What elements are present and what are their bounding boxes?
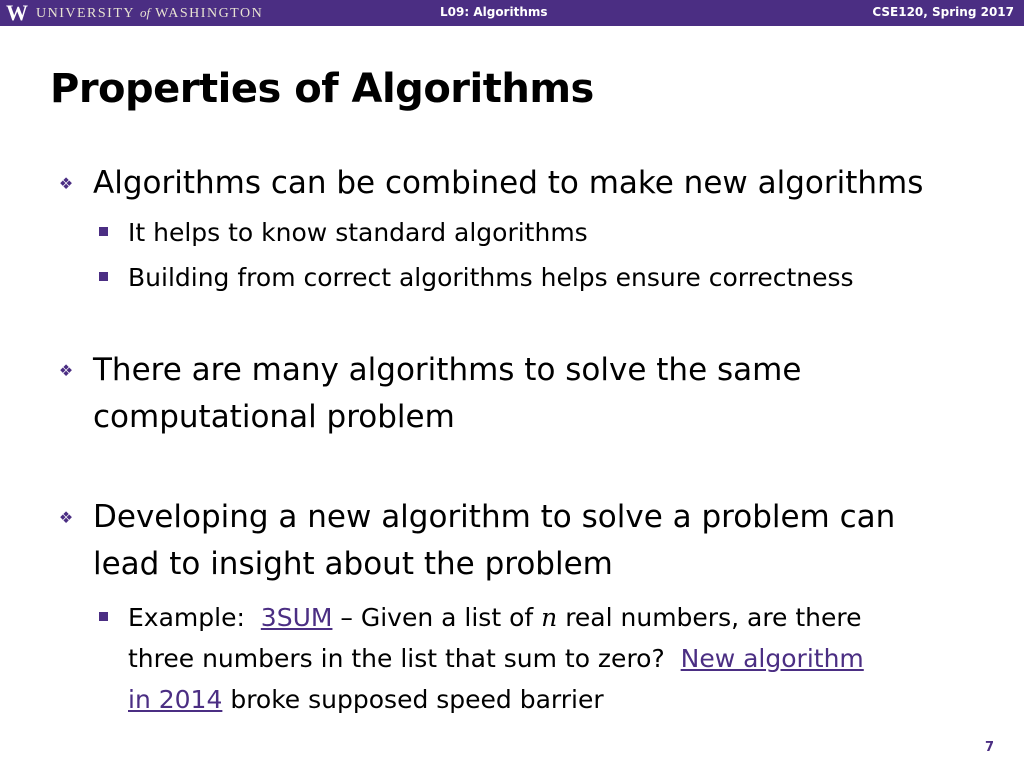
header-bar	[0, 0, 1024, 26]
bullet-3-sub-1	[128, 597, 864, 720]
bullet-3-line-2: lead to insight about the problem	[93, 546, 613, 582]
square-bullet-icon	[99, 272, 108, 281]
uw-w-icon: W	[6, 0, 28, 25]
diamond-bullet-icon: ❖	[58, 174, 74, 193]
example-label: Example:	[128, 603, 245, 632]
bullet-1-text: Algorithms can be combined to make new algorithms	[93, 165, 924, 201]
bullet-1-sub-1	[128, 212, 588, 253]
3sum-link[interactable]: 3SUM	[260, 603, 333, 632]
diamond-bullet-icon: ❖	[58, 361, 74, 380]
course-info: CSE120, Spring 2017	[872, 5, 1014, 19]
bullet-2-line-2: computational problem	[93, 399, 455, 435]
bullet-2	[58, 347, 802, 441]
bullet-1-sub-1-text: It helps to know standard algorithms	[128, 218, 588, 247]
new-algorithm-link-cont[interactable]: in 2014	[128, 685, 223, 714]
uw-logo	[6, 2, 263, 24]
example-text-1: – Given a list of	[340, 603, 534, 632]
bullet-1-sub-2-text: Building from correct algorithms helps ensure correctness	[128, 263, 854, 292]
square-bullet-icon	[99, 227, 108, 236]
bullet-2-line-1: There are many algorithms to solve the same	[93, 352, 802, 388]
bullet-1-sub-2	[128, 257, 854, 298]
slide-title: Properties of Algorithms	[50, 66, 594, 112]
page-number: 7	[984, 740, 994, 755]
new-algorithm-link[interactable]: New algorithm	[680, 644, 864, 673]
bullet-1	[58, 160, 924, 207]
diamond-bullet-icon: ❖	[58, 508, 74, 527]
bullet-3	[58, 494, 896, 588]
lecture-title: L09: Algorithms	[440, 5, 548, 19]
bullet-3-line-1: Developing a new algorithm to solve a problem can	[93, 499, 896, 535]
variable-n: n	[541, 603, 558, 632]
example-text-3: three numbers in the list that sum to zero?	[128, 644, 665, 673]
example-text-2: real numbers, are there	[565, 603, 862, 632]
university-name: UNIVERSITY of WASHINGTON	[36, 4, 264, 21]
square-bullet-icon	[99, 612, 108, 621]
example-text-4: broke supposed speed barrier	[230, 685, 604, 714]
